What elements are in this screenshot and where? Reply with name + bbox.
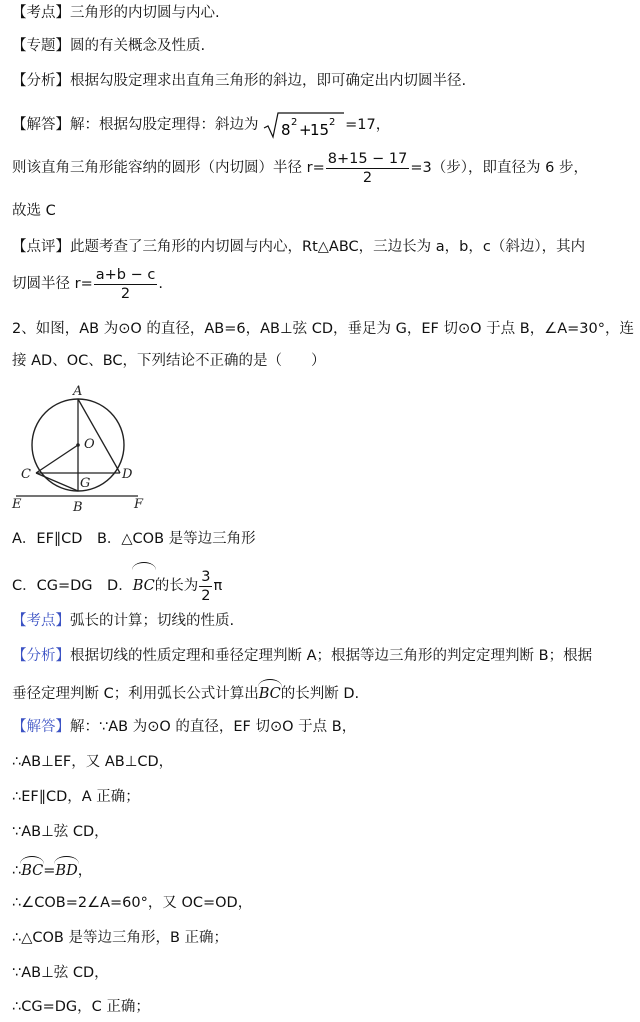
sqrt-plus: + xyxy=(299,121,312,139)
q2-step-4-eq: = xyxy=(43,863,56,879)
label-f: F xyxy=(134,497,144,512)
arc-bd-symbol: BD xyxy=(55,857,77,882)
arc-bc-symbol-3: BC xyxy=(21,857,43,882)
line-oc xyxy=(36,445,78,473)
line-formula xyxy=(12,264,632,304)
q2-kaodian-line xyxy=(12,610,632,632)
q2-step-8-text: ∴CG=DG，C 正确； xyxy=(12,999,150,1015)
label-c: C xyxy=(21,467,31,482)
label-g: G xyxy=(80,476,91,491)
line-cb xyxy=(36,473,78,491)
label-b: B xyxy=(73,500,83,514)
jieda-tag: 【解答】 xyxy=(12,117,70,133)
q2-stem-line-2 xyxy=(12,350,632,372)
q2-step-2 xyxy=(12,786,632,808)
q2-step-3-text: ∵AB⊥弦 CD， xyxy=(12,824,109,840)
q2-options-ab xyxy=(12,528,632,550)
q2-step-6 xyxy=(12,927,632,949)
fenxi-text: 根据勾股定理求出直角三角形的斜边，即可确定出内切圆半径. xyxy=(70,73,467,89)
jieda-text: 解：根据勾股定理得：斜边为 xyxy=(70,117,259,133)
q2-step-1 xyxy=(12,751,632,773)
sqrt-b-exp: 2 xyxy=(329,117,336,128)
q2-step-5 xyxy=(12,892,632,914)
q2-step-7 xyxy=(12,962,632,984)
line-dianping xyxy=(12,236,632,258)
q2-fenxi-text2-post: 的长判断 D. xyxy=(280,686,360,702)
dianping-text: 此题考查了三角形的内切圆与内心，Rt△ABC，三边长为 a，b，c（斜边），其内 xyxy=(70,239,586,255)
label-d: D xyxy=(122,467,133,482)
label-a: A xyxy=(73,384,83,399)
q2-stem-1: 2、如图，AB 为⊙O 的直径，AB=6，AB⊥弦 CD，垂足为 G，EF 切⊙O 于点 B，∠A=30°，连 xyxy=(12,321,634,337)
option-d-fraction xyxy=(199,568,212,605)
option-d-num: 3 xyxy=(201,568,211,585)
q2-stem-line-1 xyxy=(12,318,632,340)
sqrt-b: 15 xyxy=(310,121,330,139)
option-d-den: 2 xyxy=(201,587,211,604)
q2-step-8 xyxy=(12,996,632,1018)
q2-fenxi-line-1 xyxy=(12,645,632,667)
kaodian-text: 三角形的内切圆与内心. xyxy=(70,5,220,21)
q2-jieda-tag: 【解答】 xyxy=(12,719,70,735)
q2-step-3 xyxy=(12,821,632,843)
q2-step-6-text: ∴△COB 是等边三角形，B 正确； xyxy=(12,930,229,946)
radius-den: 2 xyxy=(362,169,373,186)
line-fenxi-1 xyxy=(12,70,632,92)
q2-kaodian-tag: 【考点】 xyxy=(12,613,70,629)
line-choice xyxy=(12,200,632,222)
sqrt-expression xyxy=(263,110,345,140)
sqrt-a: 8 xyxy=(281,121,291,139)
q2-step-4-pre: ∴ xyxy=(12,863,22,879)
q2-step-4-post: ， xyxy=(77,863,93,879)
arc-bc-symbol: BC xyxy=(133,563,155,606)
q2-fenxi-tag: 【分析】 xyxy=(12,648,70,664)
zhuanti-tag: 【专题】 xyxy=(12,38,70,54)
q2-options-cd xyxy=(12,563,632,606)
line-jieda-1 xyxy=(12,110,632,140)
q2-step-4 xyxy=(12,857,632,882)
kaodian-tag: 【考点】 xyxy=(12,5,70,21)
q2-step-2-text: ∴EF∥CD，A 正确； xyxy=(12,789,140,805)
option-d-post: π xyxy=(213,578,223,594)
q2-jieda-line xyxy=(12,716,632,738)
fenxi-tag: 【分析】 xyxy=(12,73,70,89)
q2-step-1-text: ∴AB⊥EF，又 AB⊥CD， xyxy=(12,754,174,770)
formula-fraction xyxy=(94,266,158,303)
q2-kaodian-text: 弧长的计算；切线的性质. xyxy=(70,613,235,629)
radius-num: 8+15 − 17 xyxy=(327,150,408,167)
formula-post: . xyxy=(158,276,163,292)
q2-jieda-text: 解：∵AB 为⊙O 的直径，EF 切⊙O 于点 B， xyxy=(70,719,357,735)
label-o: O xyxy=(84,437,95,452)
geometry-figure xyxy=(10,384,160,514)
formula-pre: 切圆半径 r= xyxy=(12,276,93,292)
q2-step-7-text: ∵AB⊥弦 CD， xyxy=(12,965,109,981)
line-radius xyxy=(12,148,632,188)
radius-post: =3（步），即直径为 6 步， xyxy=(410,160,588,176)
arc-bc-symbol-2: BC xyxy=(259,680,281,705)
formula-num: a+b − c xyxy=(95,266,156,283)
choice-text: 故选 C xyxy=(12,203,56,219)
option-ab-text: A．EF∥CD B．△COB 是等边三角形 xyxy=(12,531,256,547)
q2-fenxi-line-2 xyxy=(12,680,632,705)
line-kaodian-1 xyxy=(12,2,632,24)
q2-fenxi-text: 根据切线的性质定理和垂径定理判断 A；根据等边三角形的判定定理判断 B；根据 xyxy=(70,648,593,664)
line-ad xyxy=(78,399,120,473)
radius-pre: 则该直角三角形能容纳的圆形（内切圆）半径 r= xyxy=(12,160,325,176)
zhuanti-text: 圆的有关概念及性质. xyxy=(70,38,206,54)
point-o xyxy=(76,443,80,447)
q2-fenxi-text2-pre: 垂径定理判断 C；利用弧长公式计算出 xyxy=(12,686,259,702)
line-zhuanti xyxy=(12,35,632,57)
q2-stem-2: 接 AD、OC、BC，下列结论不正确的是（ ） xyxy=(12,353,326,369)
sqrt-a-exp: 2 xyxy=(291,117,298,128)
dianping-tag: 【点评】 xyxy=(12,239,70,255)
sqrt-result: =17， xyxy=(345,117,391,133)
radius-fraction xyxy=(326,150,410,187)
label-e: E xyxy=(12,497,22,512)
formula-den: 2 xyxy=(120,285,131,302)
q2-step-5-text: ∴∠COB=2∠A=60°，又 OC=OD， xyxy=(12,895,253,911)
option-d-mid: 的长为 xyxy=(154,578,199,594)
option-c-text: C．CG=DG D． xyxy=(12,578,133,594)
